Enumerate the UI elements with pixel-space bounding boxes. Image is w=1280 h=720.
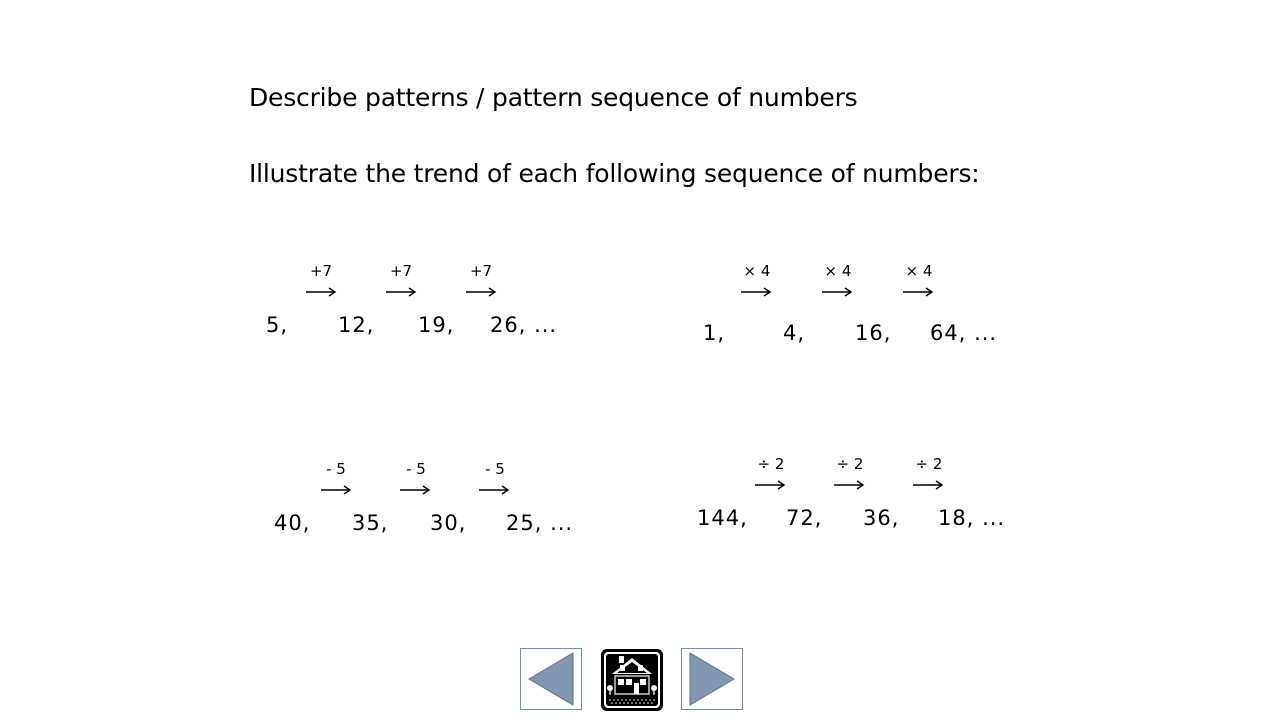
right-arrow-icon xyxy=(465,286,497,298)
triangle-left-icon xyxy=(521,649,581,709)
operation-label: × 4 xyxy=(824,262,852,280)
operation-label: × 4 xyxy=(905,262,933,280)
operation-label: - 5 xyxy=(485,460,505,478)
right-arrow-icon xyxy=(399,484,431,496)
operation-label: ÷ 2 xyxy=(836,455,864,473)
sequence-addition xyxy=(266,262,626,362)
sequence-term: 5, xyxy=(266,313,289,337)
term-row xyxy=(272,510,632,540)
sequence-term: 30, xyxy=(430,511,467,535)
sequence-multiplication xyxy=(700,262,1060,362)
next-slide-button[interactable] xyxy=(681,648,743,710)
operation-label: +7 xyxy=(309,262,333,280)
house-icon xyxy=(600,648,664,712)
sequence-term: 72, xyxy=(786,506,823,530)
operation-label: +7 xyxy=(389,262,413,280)
triangle-right-icon xyxy=(682,649,742,709)
sequence-term: 64, ... xyxy=(930,321,998,345)
right-arrow-icon xyxy=(902,286,934,298)
operation-label: +7 xyxy=(469,262,493,280)
operation-row xyxy=(700,262,1060,284)
operation-label: - 5 xyxy=(406,460,426,478)
sequence-division xyxy=(697,455,1057,555)
term-row xyxy=(697,505,1057,535)
sequence-term: 144, xyxy=(697,506,748,530)
sequence-term: 40, xyxy=(274,511,311,535)
sequence-term: 4, xyxy=(783,321,806,345)
sequence-term: 16, xyxy=(855,321,892,345)
right-arrow-icon xyxy=(320,484,352,496)
right-arrow-icon xyxy=(385,286,417,298)
sequence-subtraction xyxy=(272,460,632,560)
operation-row xyxy=(697,455,1057,477)
previous-slide-button[interactable] xyxy=(520,648,582,710)
sequence-term: 12, xyxy=(338,313,375,337)
operation-row xyxy=(272,460,632,482)
term-row xyxy=(266,312,626,342)
right-arrow-icon xyxy=(821,286,853,298)
sequence-term: 35, xyxy=(352,511,389,535)
operation-label: ÷ 2 xyxy=(915,455,943,473)
right-arrow-icon xyxy=(754,479,786,491)
slide-instruction: Illustrate the trend of each following sequence of numbers: xyxy=(249,159,980,188)
sequence-term: 1, xyxy=(703,321,726,345)
right-arrow-icon xyxy=(740,286,772,298)
home-button[interactable] xyxy=(600,648,664,712)
sequence-term: 19, xyxy=(418,313,455,337)
slide-heading: Describe patterns / pattern sequence of numbers xyxy=(249,83,858,112)
sequence-term: 18, ... xyxy=(938,506,1006,530)
operation-label: - 5 xyxy=(326,460,346,478)
sequence-term: 36, xyxy=(863,506,900,530)
right-arrow-icon xyxy=(833,479,865,491)
operation-label: ÷ 2 xyxy=(757,455,785,473)
right-arrow-icon xyxy=(478,484,510,496)
term-row xyxy=(700,320,1060,350)
sequence-term: 26, ... xyxy=(490,313,558,337)
operation-label: × 4 xyxy=(743,262,771,280)
right-arrow-icon xyxy=(305,286,337,298)
operation-row xyxy=(266,262,626,284)
sequence-term: 25, ... xyxy=(506,511,574,535)
right-arrow-icon xyxy=(912,479,944,491)
